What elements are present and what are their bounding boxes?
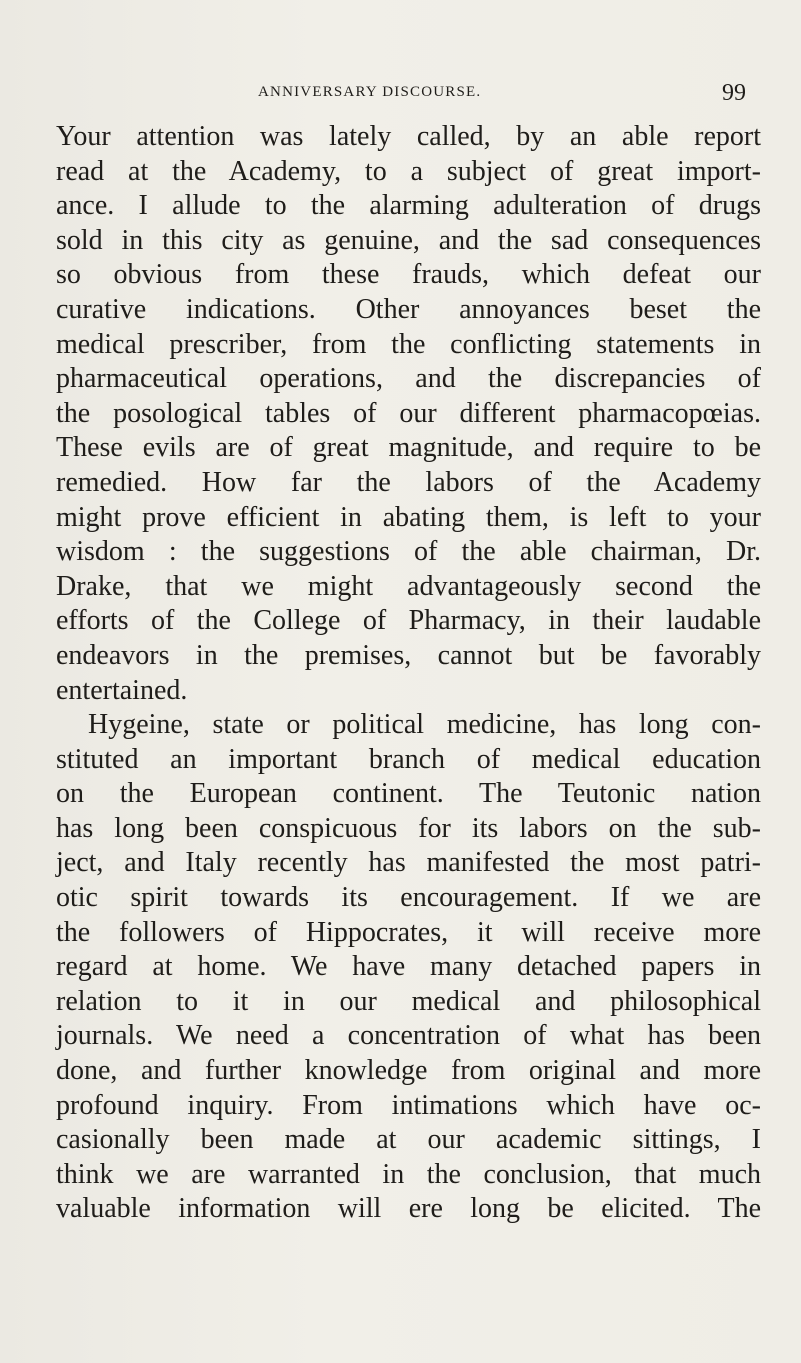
text-line: pharmaceutical operations, and the discrepancies of: [56, 363, 761, 395]
text-line: the posological tables of our different pharmacopœias.: [56, 397, 761, 429]
running-head: ANNIVERSARY DISCOURSE.: [258, 84, 482, 100]
text-line: casionally been made at our academic sittings, I: [56, 1124, 761, 1156]
text-line: done, and further knowledge from original and more: [56, 1055, 761, 1087]
text-line: read at the Academy, to a subject of great import-: [56, 155, 761, 187]
page-header: [0, 78, 801, 108]
paragraph-first-line: Hygeine, state or political medicine, has long con-: [88, 709, 761, 741]
text-line: on the European continent. The Teutonic nation: [56, 778, 761, 810]
text-line: think we are warranted in the conclusion, that much: [56, 1158, 761, 1190]
text-line: endeavors in the premises, cannot but be favorably: [56, 639, 761, 671]
text-line: relation to it in our medical and philosophical: [56, 985, 761, 1017]
text-line: profound inquiry. From intimations which have oc-: [56, 1089, 761, 1121]
text-line: medical prescriber, from the conflicting statements in: [56, 328, 761, 360]
text-line: ject, and Italy recently has manifested the most patri-: [56, 847, 761, 879]
text-line: These evils are of great magnitude, and require to be: [56, 432, 761, 464]
text-line: wisdom : the suggestions of the able chairman, Dr.: [56, 536, 761, 568]
text-line: curative indications. Other annoyances beset the: [56, 293, 761, 325]
text-line: remedied. How far the labors of the Academy: [56, 466, 761, 498]
text-line: Your attention was lately called, by an able report: [56, 121, 761, 152]
text-line: sold in this city as genuine, and the sad consequences: [56, 224, 761, 256]
text-line: stituted an important branch of medical education: [56, 743, 761, 775]
paragraph-end-line: entertained.: [56, 674, 188, 706]
text-line: ance. I allude to the alarming adulteration of drugs: [56, 190, 761, 222]
text-line: valuable information will ere long be elicited. The: [56, 1193, 761, 1225]
text-line: journals. We need a concentration of what has been: [56, 1020, 761, 1052]
text-line: Drake, that we might advantageously second the: [56, 570, 761, 602]
text-line: efforts of the College of Pharmacy, in their laudable: [56, 605, 761, 637]
text-line: might prove efficient in abating them, is left to your: [56, 501, 761, 533]
text-line: has long been conspicuous for its labors on the sub-: [56, 812, 761, 844]
text-line: so obvious from these frauds, which defeat our: [56, 259, 761, 291]
text-line: otic spirit towards its encouragement. If we are: [56, 882, 761, 914]
body-text: [56, 120, 761, 1227]
text-line: the followers of Hippocrates, it will receive more: [56, 916, 761, 948]
text-line: regard at home. We have many detached papers in: [56, 951, 761, 983]
page-number: 99: [722, 80, 746, 106]
